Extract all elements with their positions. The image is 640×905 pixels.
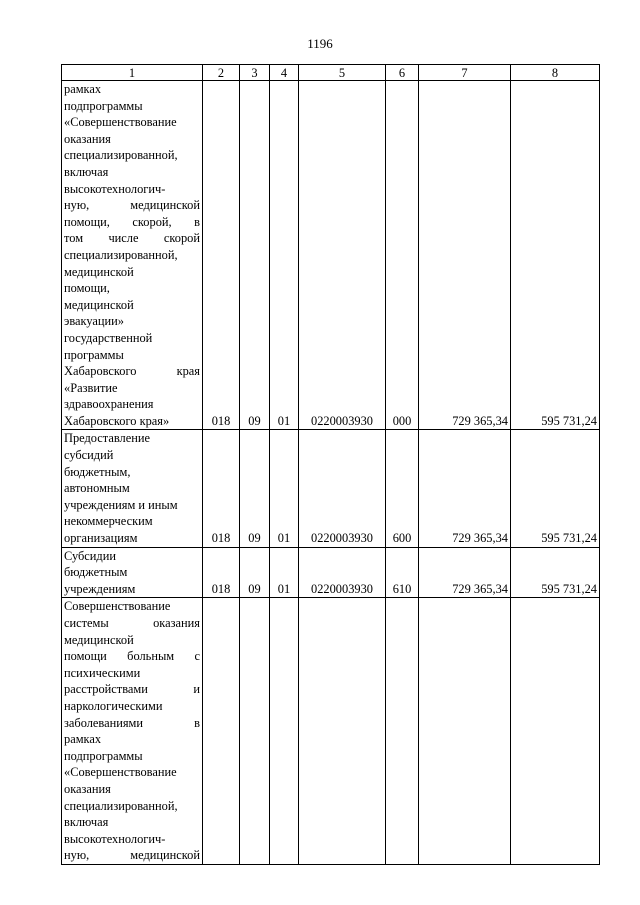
item-name-line: здравоохранения: [64, 397, 154, 412]
item-name-line: субсидий: [64, 448, 114, 463]
expense-type-cell: 600: [386, 430, 419, 547]
item-name-line: ную, медицинской: [64, 848, 200, 863]
table-row: [62, 81, 600, 430]
expense-type-cell: 610: [386, 547, 419, 598]
item-name-line: учреждениям: [64, 581, 136, 596]
item-name-line: «Совершенствование: [64, 765, 177, 780]
ministry-code-cell: [203, 598, 240, 865]
item-name-line: наркологическими: [64, 698, 163, 713]
section-cell: 09: [240, 81, 270, 430]
item-name-line: некоммерческим: [64, 514, 153, 529]
item-name-line: автономным: [64, 481, 130, 496]
header-col-2: 2: [203, 65, 240, 81]
header-col-1: 1: [62, 65, 203, 81]
item-name-line: специализированной,: [64, 798, 178, 813]
item-name-line: Хабаровского края: [64, 364, 200, 379]
header-row: [62, 65, 600, 81]
item-name-line: высокотехнологич-: [64, 181, 166, 196]
item-name-line: Субсидии: [64, 548, 116, 563]
amount-cell: 729 365,34: [419, 430, 511, 547]
target-article-cell: 0220003930: [299, 547, 386, 598]
item-name-cell: [62, 430, 203, 547]
expense-type-cell: [386, 598, 419, 865]
item-name-line: оказания: [64, 131, 111, 146]
table-row: [62, 547, 600, 598]
item-name-line: психическими: [64, 665, 141, 680]
amount-cell: 729 365,34: [419, 547, 511, 598]
section-cell: [240, 598, 270, 865]
item-name-line: организациям: [64, 531, 138, 546]
item-name-line: «Развитие: [64, 380, 118, 395]
header-col-3: 3: [240, 65, 270, 81]
item-name-line: рамках: [64, 732, 102, 747]
item-name-line: подпрограммы: [64, 98, 143, 113]
section-cell: 09: [240, 547, 270, 598]
ministry-code-cell: 018: [203, 81, 240, 430]
table-row: [62, 430, 600, 547]
item-name-line: том числе скорой: [64, 231, 200, 246]
item-name-line: медицинской: [64, 297, 134, 312]
subsection-cell: 01: [270, 81, 299, 430]
item-name-line: помощи, скорой, в: [64, 214, 200, 229]
item-name-line: помощи,: [64, 281, 110, 296]
item-name-line: системы оказания: [64, 616, 200, 630]
item-name-line: программы: [64, 347, 124, 362]
header-col-8: 8: [511, 65, 600, 81]
amount-cell: [419, 598, 511, 865]
item-name-line: Предоставление: [64, 431, 150, 446]
header-col-7: 7: [419, 65, 511, 81]
item-name-line: ную, медицинской: [64, 198, 200, 213]
item-name-line: специализированной,: [64, 247, 178, 262]
amount-cell: 595 731,24: [511, 547, 600, 598]
item-name-line: государственной: [64, 330, 153, 345]
ministry-code-cell: 018: [203, 547, 240, 598]
item-name-line: медицинской: [64, 632, 134, 647]
target-article-cell: 0220003930: [299, 430, 386, 547]
item-name-line: «Совершенствование: [64, 115, 177, 130]
item-name-line: учреждениям и иным: [64, 497, 178, 512]
item-name-line: помощи больным с: [64, 649, 200, 664]
target-article-cell: 0220003930: [299, 81, 386, 430]
header-col-6: 6: [386, 65, 419, 81]
item-name-line: заболеваниями в: [64, 715, 200, 730]
item-name-line: включая: [64, 815, 109, 830]
target-article-cell: [299, 598, 386, 865]
expense-type-cell: 000: [386, 81, 419, 430]
item-name-line: медицинской: [64, 264, 134, 279]
item-name-line: бюджетным,: [64, 464, 131, 479]
budget-table: [61, 64, 600, 865]
amount-cell: 729 365,34: [419, 81, 511, 430]
amount-cell: 595 731,24: [511, 81, 600, 430]
subsection-cell: 01: [270, 430, 299, 547]
amount-cell: [511, 598, 600, 865]
subsection-cell: 01: [270, 547, 299, 598]
item-name-line: оказания: [64, 781, 111, 796]
item-name-line: эвакуации»: [64, 314, 124, 329]
item-name-line: высокотехнологич-: [64, 831, 166, 846]
item-name-line: подпрограммы: [64, 748, 143, 763]
item-name-line: Хабаровского края»: [64, 413, 170, 428]
page-number: 1196: [307, 36, 333, 51]
subsection-cell: [270, 598, 299, 865]
item-name-line: расстройствами и: [64, 682, 200, 697]
item-name-cell: [62, 598, 203, 865]
item-name-cell: [62, 81, 203, 430]
section-cell: 09: [240, 430, 270, 547]
ministry-code-cell: 018: [203, 430, 240, 547]
item-name-line: бюджетным: [64, 565, 128, 580]
item-name-cell: [62, 547, 203, 598]
item-name-line: рамках: [64, 82, 102, 96]
table-row: [62, 598, 600, 865]
item-name-line: включая: [64, 164, 109, 179]
header-col-5: 5: [299, 65, 386, 81]
header-col-4: 4: [270, 65, 299, 81]
item-name-line: Совершенствование: [64, 599, 171, 614]
item-name-line: специализированной,: [64, 148, 178, 163]
amount-cell: 595 731,24: [511, 430, 600, 547]
